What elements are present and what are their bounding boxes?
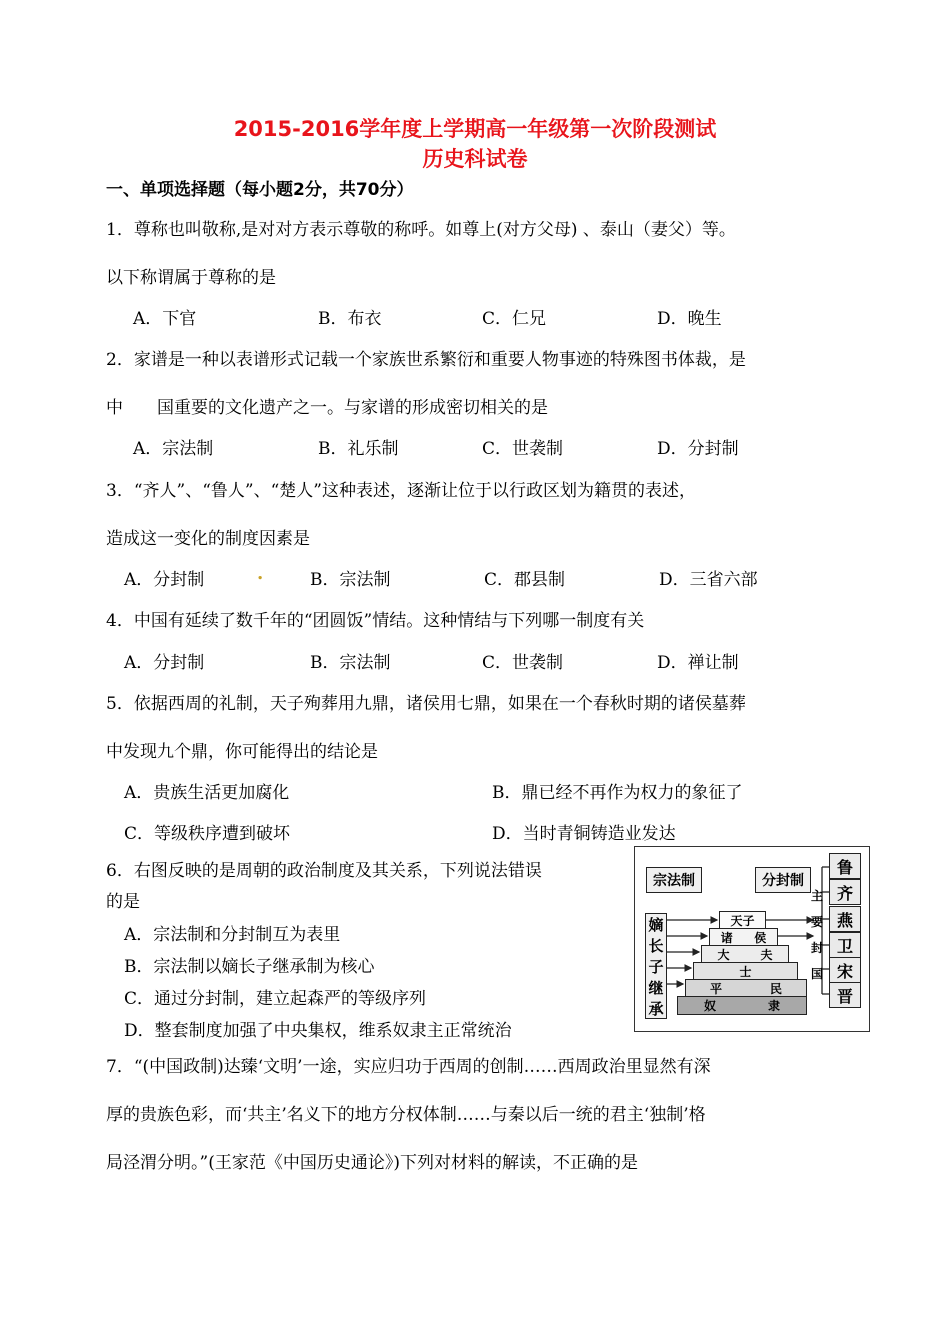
q3-option-a: A．分封制 xyxy=(124,570,205,590)
tier-zhuhou-right: 侯 xyxy=(754,931,767,945)
dizhangzi-jicheng-label xyxy=(645,913,667,1019)
q1-option-b: B．布衣 xyxy=(318,309,382,329)
question-7-line-3: 局泾渭分明。”(王家范《中国历史通论》)下列对材料的解读，不正确的是 xyxy=(106,1153,638,1173)
question-3-line-1: 3．“齐人”、“鲁人”、“楚人”这种表述，逐渐让位于以行政区划为籍贯的表述， xyxy=(106,481,696,501)
q3-option-c: C．郡县制 xyxy=(484,570,566,590)
q4-option-d: D．禅让制 xyxy=(657,653,739,673)
question-6-line-2: 的是 xyxy=(106,892,140,912)
zhou-political-system-diagram xyxy=(634,846,870,1032)
dizhangzi-char-4: 继 xyxy=(648,979,664,997)
state-wei: 卫 xyxy=(829,932,861,958)
question-7-line-2: 厚的贵族色彩，而‘共主’名义下的地方分权体制……与秦以后一统的君主‘独制’格 xyxy=(106,1105,706,1125)
q4-option-c: C．世袭制 xyxy=(482,653,564,673)
tier-nuli-right: 隶 xyxy=(767,999,780,1013)
state-jin: 晋 xyxy=(829,982,861,1008)
q6-option-a: A．宗法制和分封制互为表里 xyxy=(124,925,341,945)
zhuyao-char-1: 主 xyxy=(811,889,824,903)
question-1-line-1: 1．尊称也叫敬称,是对对方表示尊敬的称呼。如尊上(对方父母) 、泰山（妻父）等。 xyxy=(106,220,736,240)
q1-option-d: D．晚生 xyxy=(657,309,722,329)
tier-pingmin-right: 民 xyxy=(769,982,782,996)
q6-option-d: D．整套制度加强了中央集权，维系奴隶主正常统治 xyxy=(124,1021,512,1041)
dizhangzi-char-2: 长 xyxy=(648,937,664,955)
question-4-line-1: 4．中国有延续了数千年的“团圆饭”情结。这种情结与下列哪一制度有关 xyxy=(106,611,645,631)
question-5-line-2: 中发现九个鼎，你可能得出的结论是 xyxy=(106,742,378,762)
zhuyao-char-3: 封 xyxy=(811,941,824,955)
question-3-line-2: 造成这一变化的制度因素是 xyxy=(106,529,310,549)
q1-option-c: C．仁兄 xyxy=(482,309,547,329)
q5-option-d: D．当时青铜铸造业发达 xyxy=(492,824,676,844)
dizhangzi-char-3: 子 xyxy=(648,958,664,976)
q1-option-a: A．下官 xyxy=(133,309,197,329)
question-7-line-1: 7．“(中国政制)达臻‘文明’一途，实应归功于西周的创制……西周政治里显然有深 xyxy=(106,1057,711,1077)
q4-option-b: B．宗法制 xyxy=(310,653,391,673)
question-1-line-2: 以下称谓属于尊称的是 xyxy=(106,268,276,288)
q2-option-c: C．世袭制 xyxy=(482,439,564,459)
section-heading: 一、单项选择题（每小题2分，共70分） xyxy=(106,180,414,200)
tier-nuli-left: 奴 xyxy=(703,999,716,1013)
q3-option-d: D．三省六部 xyxy=(659,570,758,590)
zhuyao-char-2: 要 xyxy=(811,915,824,929)
dizhangzi-char-5: 承 xyxy=(648,1000,664,1018)
tier-dafu-right: 夫 xyxy=(760,948,773,962)
question-2-line-1: 2．家谱是一种以表谱形式记载一个家族世系繁衍和重要人物事迹的特殊图书体裁，是 xyxy=(106,350,746,370)
tier-nuli xyxy=(677,996,807,1015)
q2-option-d: D．分封制 xyxy=(657,439,739,459)
q5-option-b: B．鼎已经不再作为权力的象征了 xyxy=(492,783,743,803)
q3-option-b: B．宗法制 xyxy=(310,570,391,590)
q5-option-c: C．等级秩序遭到破坏 xyxy=(124,824,291,844)
question-2-line-2: 中 国重要的文化遗产之一。与家谱的形成密切相关的是 xyxy=(106,398,548,418)
q6-option-b: B．宗法制以嫡长子继承制为核心 xyxy=(124,957,375,977)
exam-title-line2: 历史科试卷 xyxy=(422,147,528,171)
tier-pingmin-left: 平 xyxy=(709,982,722,996)
question-5-line-1: 5．依据西周的礼制，天子殉葬用九鼎，诸侯用七鼎，如果在一个春秋时期的诸侯墓葬 xyxy=(106,694,746,714)
zhuyao-char-4: 国 xyxy=(811,967,824,981)
zongfa-label: 宗法制 xyxy=(646,867,702,893)
q4-option-a: A．分封制 xyxy=(124,653,205,673)
q2-option-b: B．礼乐制 xyxy=(318,439,399,459)
fenfeng-label: 分封制 xyxy=(755,867,811,893)
q2-option-a: A．宗法制 xyxy=(133,439,214,459)
dizhangzi-char-1: 嫡 xyxy=(648,916,664,934)
tier-shi-label: 士 xyxy=(739,965,752,979)
state-qi: 齐 xyxy=(829,879,861,905)
q6-option-c: C．通过分封制，建立起森严的等级序列 xyxy=(124,989,427,1009)
stray-dot: . xyxy=(257,563,264,584)
state-yan: 燕 xyxy=(829,906,861,932)
exam-title-line1: 2015-2016学年度上学期高一年级第一次阶段测试 xyxy=(233,117,717,141)
q5-option-a: A．贵族生活更加腐化 xyxy=(124,783,290,803)
question-6-line-1: 6．右图反映的是周朝的政治制度及其关系，下列说法错误 xyxy=(106,861,542,881)
tier-zhuhou-left: 诸 xyxy=(720,931,733,945)
state-lu: 鲁 xyxy=(829,853,861,879)
tier-dafu-left: 大 xyxy=(717,948,730,962)
tier-tianzi-label: 天子 xyxy=(730,914,755,928)
state-song: 宋 xyxy=(829,957,861,983)
